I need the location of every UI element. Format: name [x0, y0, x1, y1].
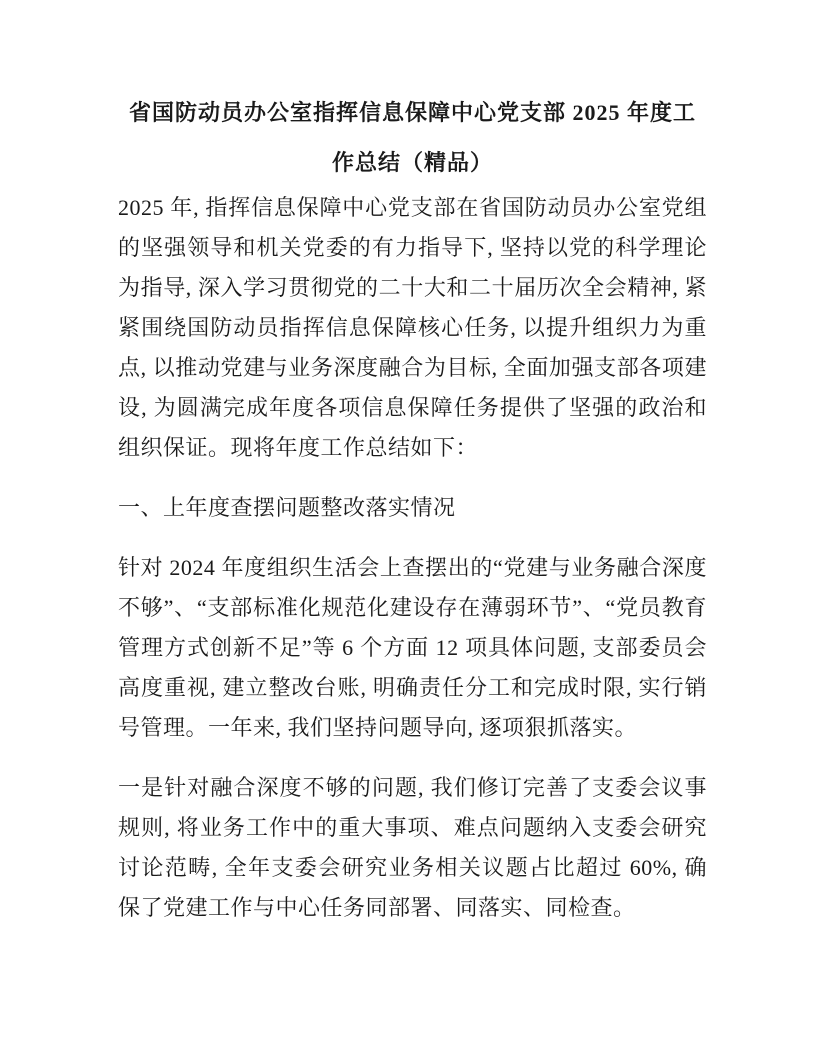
paragraph-rectification-overview: 针对 2024 年度组织生活会上查摆出的“党建与业务融合深度不够”、“支部标准化规范化建设存在薄弱环节”、“党员教育管理方式创新不足”等 6 个方面 12 项具体问题, 支部委员会高度重视, 建立整改台账, 明确责任分工和完成时限, 实行销号管理。一年来, 我们坚持问题导向, 逐项狠抓落实。 — [118, 555, 707, 740]
document-title: 省国防动员办公室指挥信息保障中心党支部 2025 年度工作总结（精品） — [128, 100, 696, 175]
paragraph-measure-one: 一是针对融合深度不够的问题, 我们修订完善了支委会议事规则, 将业务工作中的重大事项、难点问题纳入支委会研究讨论范畴, 全年支委会研究业务相关议题占比超过 60%, 确保了党建工作与中心任务同部署、同落实、同检查。 — [118, 775, 707, 920]
section-heading-rectification: 一、上年度查摆问题整改落实情况 — [118, 495, 456, 520]
paragraph-introduction: 2025 年, 指挥信息保障中心党支部在省国防动员办公室党组的坚强领导和机关党委的有力指导下, 坚持以党的科学理论为指导, 深入学习贯彻党的二十大和二十届历次全会精神, 紧紧围绕国防动员指挥信息保障核心任务, 以提升组织力为重点, 以推动党建与业务深度融合为目标, 全面加强支部各项建设, 为圆满完成年度各项信息保障任务提供了坚强的政治和组织保证。现将年度工作总结如下： — [118, 195, 707, 460]
